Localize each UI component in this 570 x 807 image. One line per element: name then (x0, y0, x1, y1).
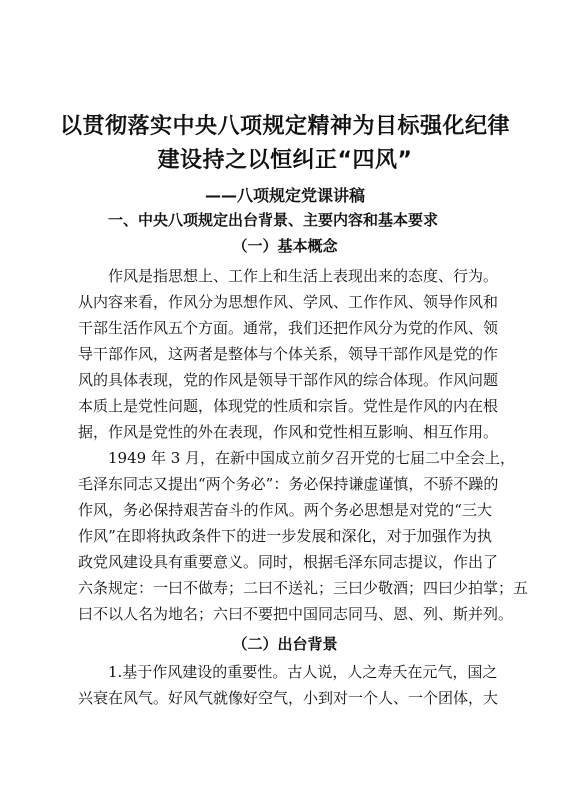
paragraph-line: 毛泽东同志又提出“两个务必”：务必保持谦虚谨慎，不骄不躁的 (78, 475, 499, 493)
document-subtitle: ——八项规定党课讲稿 (204, 186, 365, 205)
section-heading-1: 一、中央八项规定出台背景、主要内容和基本要求 (108, 211, 439, 229)
paragraph-line: 曰不以人名为地名；六曰不要把中国同志同马、恩、列、斯并列。 (78, 605, 514, 623)
paragraph-line: 作风，务必保持艰苦奋斗的作风。两个务必思想是对党的“三大 (78, 501, 492, 519)
subsection-heading-background: （二）出台背景 (232, 635, 338, 653)
paragraph-line: 干部生活作风五个方面。通常，我们还把作风分为党的作风、领 (78, 319, 499, 337)
paragraph-line: 据，作风是党性的外在表现，作风和党性相互影响、相互作用。 (78, 423, 499, 441)
paragraph-line: 六条规定：一曰不做寿；二曰不送礼；三曰少敬酒；四曰少拍掌；五 (78, 579, 529, 597)
paragraph-line: 导干部作风，这两者是整体与个体关系，领导干部作风是党的作 (78, 345, 499, 363)
paragraph-line: 风的具体表现，党的作风是领导干部作风的综合体现。作风问题 (78, 371, 499, 389)
subsection-heading-basic-concepts: （一）基本概念 (232, 237, 338, 255)
paragraph-line: 兴衰在风气。好风气就像好空气，小到对一个人、一个团体，大 (78, 689, 499, 707)
document-title-line-2: 建设持之以恒纠正“四风” (157, 148, 413, 173)
paragraph-line: 1949 年 3 月，在新中国成立前夕召开党的七届二中全会上， (108, 449, 516, 467)
document-title-line-1: 以贯彻落实中央八项规定精神为目标强化纪律 (59, 114, 510, 139)
paragraph-line: 本质上是党性问题，体现党的性质和宗旨。党性是作风的内在根 (78, 397, 499, 415)
paragraph-line: 作风是指思想上、工作上和生活上表现出来的态度、行为。 (108, 267, 499, 285)
paragraph-line: 政党风建设具有重要意义。同时，根据毛泽东同志提议，作出了 (78, 553, 499, 571)
paragraph-line: 1.基于作风建设的重要性。古人说，人之寿夭在元气，国之 (108, 663, 498, 681)
paragraph-line: 作风”在即将执政条件下的进一步发展和深化，对于加强作为执 (78, 527, 492, 545)
paragraph-line: 从内容来看，作风分为思想作风、学风、工作作风、领导作风和 (78, 293, 499, 311)
